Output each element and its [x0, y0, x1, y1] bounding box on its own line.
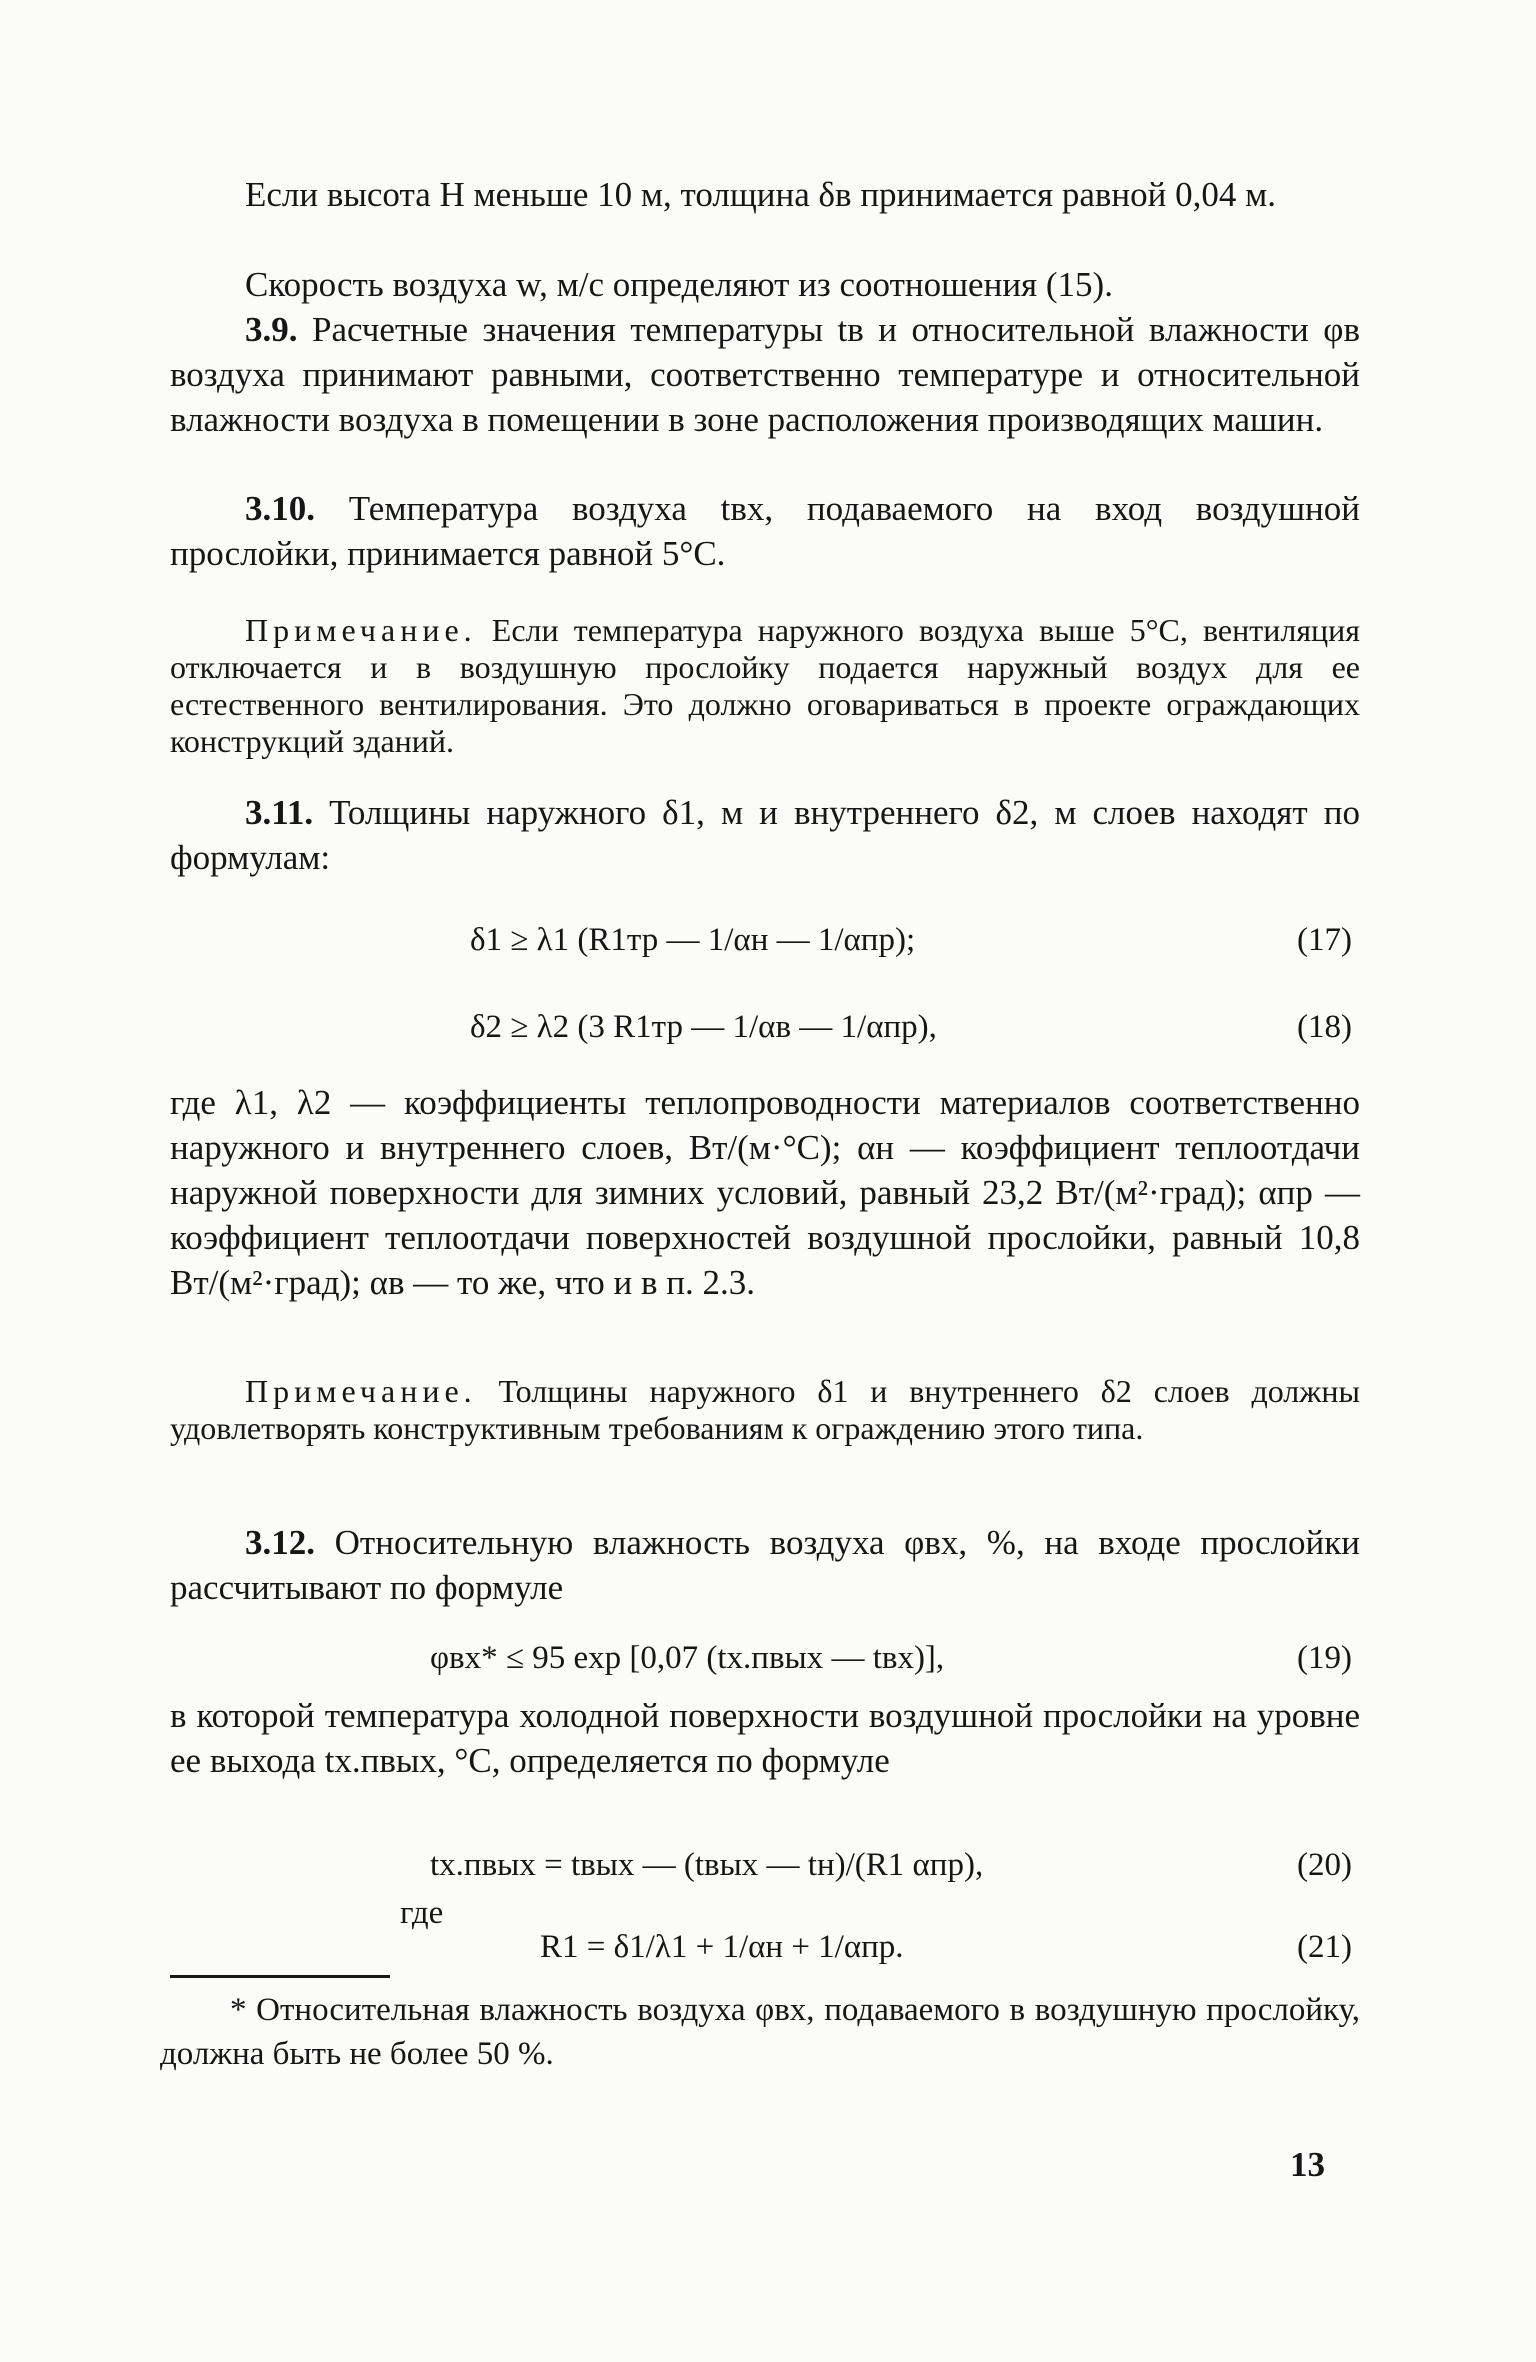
clause-number: 3.9.: [245, 310, 298, 349]
paragraph-3-10: [170, 486, 1360, 576]
clause-number: 3.12.: [245, 1523, 315, 1562]
formula-number: (21): [1297, 1929, 1352, 1965]
formula-number: (20): [1297, 1847, 1352, 1883]
footnote-separator: [170, 1975, 390, 1978]
formula-20: [170, 1840, 1360, 1890]
paragraph-height-condition: Если высота H меньше 10 м, толщина δв принимается равной 0,04 м.: [245, 175, 1276, 214]
paragraph-3-9: [170, 307, 1360, 442]
formula-number: (17): [1297, 922, 1352, 958]
formula-19: [170, 1633, 1360, 1683]
formula-expression: R1 = δ1/λ1 + 1/αн + 1/αпр.: [540, 1929, 904, 1965]
formula-expression: φвх* ≤ 95 exp [0,07 (tх.пвых — tвх)],: [430, 1640, 945, 1676]
where-label: где: [400, 1895, 444, 1931]
footnote: * Относительная влажность воздуха φвх, подаваемого в воздушную прослойку, должна быть не более 50 %.: [160, 1992, 1360, 2072]
clause-text: Относительную влажность воздуха φвх, %, на входе прослойки рассчитывают по формуле: [170, 1523, 1360, 1607]
formula-number: (18): [1297, 1009, 1352, 1045]
formula-17: [170, 915, 1360, 965]
clause-text: Расчетные значения температуры tв и относительной влажности φв воздуха принимают равными, соответственно температуре и относительной влажности воздуха в помещении в зоне расположения производящих машин.: [170, 310, 1360, 439]
page-number: 13: [1290, 2145, 1325, 2184]
paragraph-cold-surface: в которой температура холодной поверхности воздушной прослойки на уровне ее выхода tх.пвых, °С, определяется по формуле: [170, 1696, 1360, 1780]
clause-number: 3.11.: [245, 793, 314, 832]
paragraph-3-11: [170, 790, 1360, 880]
paragraph-3-12: [170, 1520, 1360, 1610]
note-label: Примечание.: [245, 612, 477, 648]
formula-number: (19): [1297, 1640, 1352, 1676]
note-ventilation: [170, 612, 1360, 760]
formula-expression: tх.пвых = tвых — (tвых — tн)/(R1 αпр),: [430, 1847, 984, 1883]
formula-expression: δ1 ≥ λ1 (R1тр — 1/αн — 1/αпр);: [470, 922, 916, 958]
formula-21: [170, 1922, 1360, 1972]
formula-18: [170, 1002, 1360, 1052]
paragraph-air-velocity: Скорость воздуха w, м/с определяют из соотношения (15).: [245, 265, 1113, 304]
paragraph-coefficients: где λ1, λ2 — коэффициенты теплопроводности материалов соответственно наружного и внутреннего слоев, Вт/(м·°С); αн — коэффициент теплоотдачи наружной поверхности для зимних условий, равный 23,2 Вт/(м²·град); αпр — коэффициент теплоотдачи поверхностей воздушной прослойки, равный 10,8 Вт/(м²·град); αв — то же, что и в п. 2.3.: [170, 1083, 1360, 1302]
note-layer-thickness: [170, 1373, 1360, 1447]
formula-expression: δ2 ≥ λ2 (3 R1тр — 1/αв — 1/αпр),: [470, 1009, 937, 1045]
note-label: Примечание.: [245, 1373, 477, 1409]
clause-number: 3.10.: [245, 489, 315, 528]
clause-text: Толщины наружного δ1, м и внутреннего δ2, м слоев находят по формулам:: [170, 793, 1360, 877]
note-text: Если температура наружного воздуха выше 5°С, вентиляция отключается и в воздушную прослойку подается наружный воздух для ее естественного вентилирования. Это должно оговариваться в проекте ограждающих конструкций зданий.: [170, 612, 1360, 759]
note-text: Толщины наружного δ1 и внутреннего δ2 слоев должны удовлетворять конструктивным требованиям к ограждению этого типа.: [170, 1373, 1360, 1446]
clause-text: Температура воздуха tвх, подаваемого на вход воздушной прослойки, принимается равной 5°С.: [170, 489, 1360, 573]
